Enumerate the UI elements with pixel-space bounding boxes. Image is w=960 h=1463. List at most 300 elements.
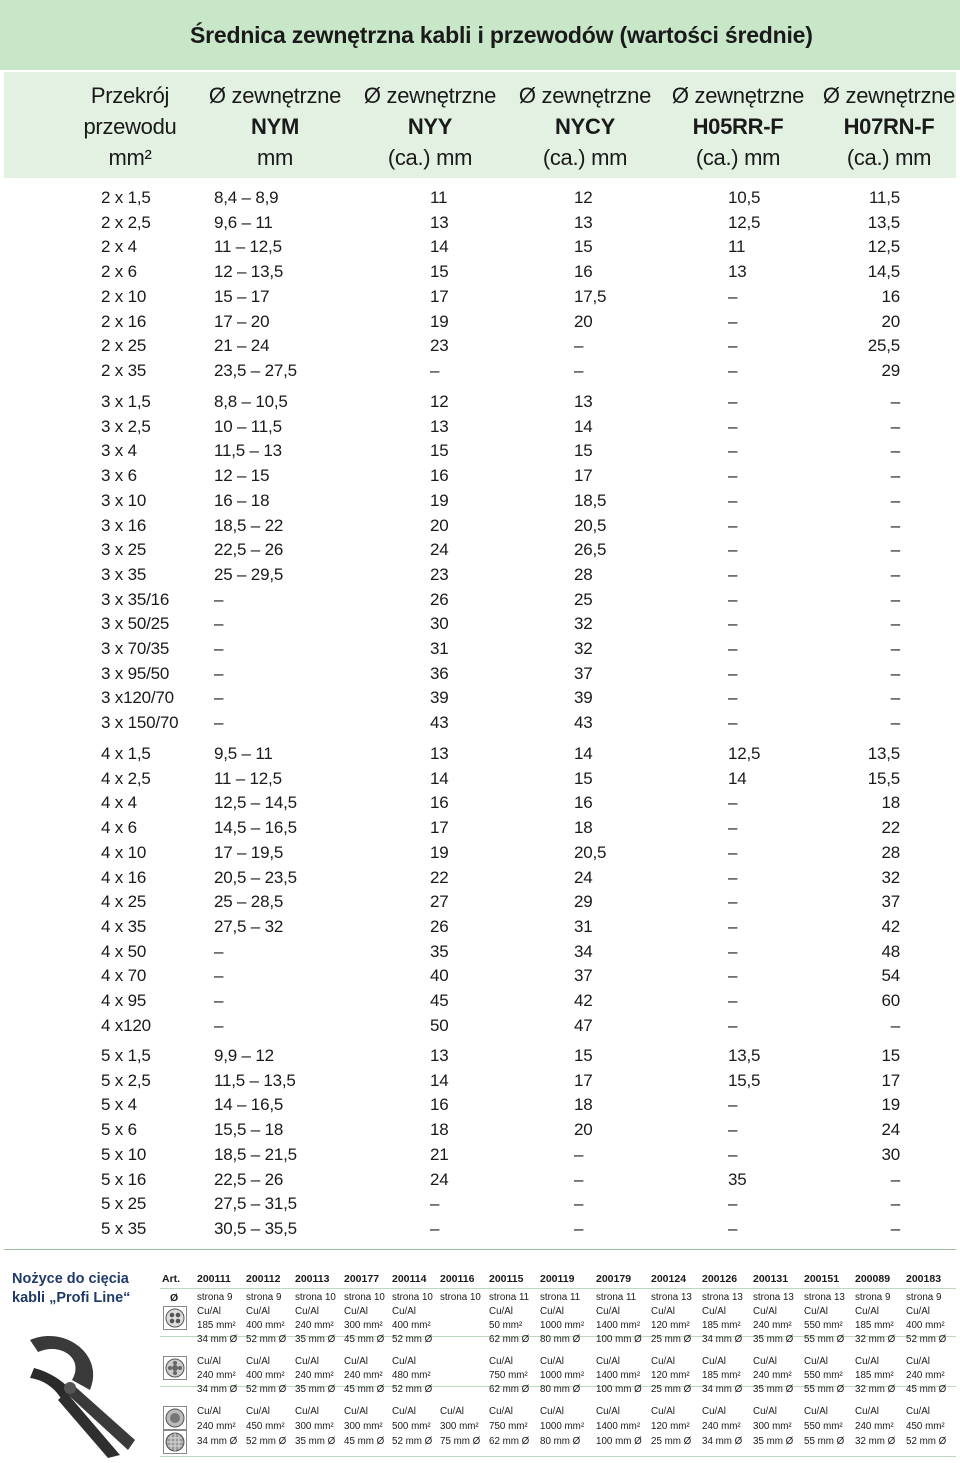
cutter-spec: 1000 mm² — [540, 1320, 585, 1331]
art-code: 200151 — [804, 1273, 840, 1285]
cutter-spec: 34 mm Ø — [197, 1384, 238, 1395]
cell-cross-section: 5 x 35 — [101, 1218, 147, 1238]
cell-nym: 20,5 – 23,5 — [214, 867, 297, 887]
cell-h07rn-f: 42 — [881, 916, 900, 936]
cutter-spec: Cu/Al — [540, 1356, 564, 1367]
cell-h05rr-f: 14 — [728, 768, 747, 788]
art-code: 200114 — [392, 1273, 427, 1285]
cell-nycy: 15 — [574, 768, 593, 788]
cell-cross-section: 3 x 10 — [101, 490, 147, 510]
cell-h07rn-f: – — [890, 589, 900, 609]
cutter-spec: 1000 mm² — [540, 1421, 585, 1432]
multi-core-cable-icon — [163, 1306, 187, 1330]
cutter-spec: 120 mm² — [651, 1370, 690, 1381]
cutter-spec: 52 mm Ø — [246, 1436, 287, 1447]
cell-cross-section: 3 x 1,5 — [101, 392, 151, 411]
cell-h07rn-f: 20 — [881, 311, 900, 331]
cell-h05rr-f: – — [728, 490, 738, 510]
cutter-spec: strona 10 — [440, 1292, 481, 1303]
cell-nym: – — [214, 941, 224, 961]
cell-nyy: 27 — [430, 892, 449, 912]
cell-nycy: 32 — [574, 639, 593, 658]
cell-h07rn-f: 32 — [881, 867, 900, 887]
cell-h05rr-f: – — [728, 416, 738, 436]
cell-h07rn-f: 48 — [881, 941, 900, 961]
cell-h07rn-f: – — [890, 1194, 900, 1214]
cell-nyy: 12 — [430, 392, 449, 411]
cell-cross-section: 3 x 16 — [101, 515, 147, 535]
cell-nyy: 17 — [430, 286, 449, 306]
cutter-spec: strona 9 — [246, 1292, 282, 1303]
cell-nym: 17 – 19,5 — [214, 842, 284, 862]
cutter-spec: Cu/Al — [753, 1306, 777, 1317]
cell-cross-section: 3 x 6 — [101, 466, 137, 486]
cutter-spec: Cu/Al — [702, 1356, 726, 1367]
cell-h07rn-f: 11,5 — [868, 188, 900, 207]
cutter-spec: 45 mm Ø — [344, 1334, 385, 1345]
cell-nycy: 24 — [574, 867, 593, 887]
cutter-spec: 120 mm² — [651, 1421, 690, 1432]
cutters-title: Nożyce do cięcia kabli „Profi Line“ — [12, 1271, 131, 1306]
cable-cutter-icon — [10, 1320, 150, 1460]
cell-nym: – — [214, 1015, 224, 1035]
cutter-spec: Cu/Al — [197, 1356, 221, 1367]
header-h05rr-f: Ø zewnętrzne H05RR-F (ca.) mm — [671, 83, 805, 170]
cell-nycy: 13 — [574, 392, 593, 411]
cell-nycy: 34 — [574, 941, 593, 961]
cutter-spec: 450 mm² — [246, 1421, 285, 1432]
art-code: 200179 — [596, 1273, 632, 1285]
header-nym: Ø zewnętrzne NYM mm — [208, 83, 342, 170]
cell-cross-section: 5 x 2,5 — [101, 1070, 151, 1090]
cell-nyy: 23 — [430, 336, 449, 356]
cell-cross-section: 3 x 50/25 — [101, 614, 170, 634]
cell-nym: 17 – 20 — [214, 311, 270, 331]
cutter-spec: 75 mm Ø — [440, 1436, 481, 1447]
cutter-spec: 35 mm Ø — [753, 1334, 794, 1345]
cell-nyy: 30 — [430, 614, 449, 634]
art-code: 200126 — [702, 1273, 738, 1285]
cell-nycy: 18 — [574, 1095, 593, 1115]
cutter-spec: 100 mm Ø — [596, 1334, 642, 1345]
cutter-spec: 52 mm Ø — [392, 1384, 433, 1395]
cell-cross-section: 3 x 2,5 — [101, 416, 151, 436]
cell-h07rn-f: 22 — [881, 818, 900, 838]
cell-h05rr-f: – — [728, 1218, 738, 1238]
cell-nym: 21 – 24 — [214, 336, 270, 356]
cell-h07rn-f: – — [890, 713, 900, 733]
cell-h05rr-f: – — [728, 614, 738, 634]
art-code: 200119 — [540, 1273, 575, 1285]
cell-h07rn-f: 17 — [881, 1070, 900, 1090]
cell-nyy: 23 — [430, 564, 449, 584]
cutter-spec: strona 11 — [489, 1292, 530, 1303]
cell-nyy: 24 — [430, 540, 449, 560]
cell-h05rr-f: – — [728, 1095, 738, 1115]
cell-nyy: 26 — [430, 916, 449, 936]
cell-cross-section: 2 x 25 — [101, 336, 147, 356]
cell-cross-section: 4 x120 — [101, 1015, 151, 1035]
cell-nyy: 19 — [430, 490, 449, 510]
cell-h07rn-f: 25,5 — [867, 336, 900, 356]
cutter-spec: 52 mm Ø — [906, 1436, 947, 1447]
cell-nycy: 39 — [574, 688, 593, 708]
cutter-spec: 45 mm Ø — [906, 1384, 947, 1395]
table-divider — [160, 1456, 956, 1457]
cell-nym: 11 – 12,5 — [214, 237, 282, 257]
cell-h05rr-f: – — [728, 818, 738, 838]
cell-nym: – — [214, 713, 224, 733]
cutter-spec: Cu/Al — [855, 1356, 879, 1367]
cell-nyy: 26 — [430, 589, 449, 609]
cell-h07rn-f: – — [890, 1218, 900, 1238]
cell-nycy: 42 — [574, 991, 593, 1010]
cutter-spec: 750 mm² — [489, 1421, 528, 1432]
cutter-spec: Cu/Al — [392, 1406, 416, 1417]
cell-h05rr-f: – — [728, 867, 738, 887]
cell-cross-section: 5 x 4 — [101, 1095, 137, 1115]
cell-cross-section: 5 x 25 — [101, 1194, 147, 1214]
cell-nym: 15,5 – 18 — [214, 1120, 284, 1140]
cell-nyy: 43 — [430, 713, 449, 733]
cell-nym: 22,5 – 26 — [214, 540, 284, 560]
art-code: 200131 — [753, 1273, 789, 1285]
cell-h07rn-f: – — [890, 441, 900, 461]
cutter-spec: 34 mm Ø — [702, 1436, 743, 1447]
cutter-spec: 185 mm² — [855, 1320, 894, 1331]
cell-nym: 27,5 – 32 — [214, 916, 284, 936]
cutter-spec: Cu/Al — [295, 1406, 319, 1417]
cutter-spec: Cu/Al — [246, 1356, 270, 1367]
cell-cross-section: 2 x 16 — [101, 311, 147, 331]
cell-nycy: – — [574, 1218, 584, 1238]
cell-h05rr-f: – — [728, 663, 738, 683]
cell-nyy: 14 — [430, 1070, 449, 1090]
cell-nym: 25 – 28,5 — [214, 892, 284, 912]
cutter-spec: strona 9 — [855, 1292, 891, 1303]
cutter-spec: strona 13 — [804, 1292, 845, 1303]
cell-h05rr-f: 10,5 — [728, 188, 761, 207]
cutter-spec: 240 mm² — [197, 1421, 236, 1432]
cutter-spec: Cu/Al — [596, 1306, 620, 1317]
cell-h05rr-f: – — [728, 941, 738, 961]
cell-nycy: – — [574, 1169, 584, 1189]
cell-nycy: 20,5 — [574, 842, 607, 862]
cell-nycy: 12 — [574, 188, 593, 207]
cell-nycy: 15 — [574, 1046, 593, 1065]
cell-nycy: 26,5 — [574, 540, 607, 560]
cell-h07rn-f: 24 — [881, 1120, 900, 1140]
cutter-spec: 300 mm² — [440, 1421, 479, 1432]
cell-nyy: – — [430, 360, 440, 380]
cell-nyy: 21 — [430, 1144, 449, 1164]
cell-h07rn-f: – — [890, 1169, 900, 1189]
cell-nycy: 32 — [574, 614, 593, 634]
header-cross-section: Przekrój przewodu mm² — [83, 83, 177, 170]
cell-h05rr-f: – — [728, 360, 738, 380]
cell-cross-section: 2 x 35 — [101, 360, 147, 380]
art-code: 200116 — [440, 1273, 475, 1285]
cell-nym: – — [214, 589, 224, 609]
cutter-spec: 35 mm Ø — [295, 1384, 336, 1395]
cutter-spec: Cu/Al — [392, 1306, 416, 1317]
cell-nycy: – — [574, 1194, 584, 1214]
cell-nycy: 13 — [574, 212, 593, 232]
cell-h05rr-f: 13 — [728, 262, 747, 282]
cell-h05rr-f: – — [728, 1015, 738, 1035]
cell-nyy: 35 — [430, 941, 449, 961]
cell-nym: 30,5 – 35,5 — [214, 1218, 297, 1238]
cutter-spec: 1400 mm² — [596, 1370, 641, 1381]
cutter-spec: Cu/Al — [702, 1406, 726, 1417]
cutter-spec: Cu/Al — [344, 1406, 368, 1417]
cutter-spec: Cu/Al — [540, 1406, 564, 1417]
cell-h07rn-f: 14,5 — [867, 262, 900, 282]
cell-h05rr-f: – — [728, 286, 738, 306]
cutter-spec: 185 mm² — [702, 1370, 741, 1381]
cell-h05rr-f: – — [728, 540, 738, 560]
cutter-spec: Cu/Al — [197, 1406, 221, 1417]
cell-nycy: 18 — [574, 818, 593, 838]
cell-cross-section: 4 x 1,5 — [101, 744, 151, 763]
cell-h07rn-f: 16 — [881, 286, 900, 306]
art-code: 200112 — [246, 1273, 281, 1285]
cell-h07rn-f: – — [890, 515, 900, 535]
cutter-spec: Cu/Al — [855, 1306, 879, 1317]
cell-h05rr-f: – — [728, 1144, 738, 1164]
cutter-spec: Cu/Al — [651, 1306, 675, 1317]
cutter-spec: 400 mm² — [246, 1320, 285, 1331]
cell-nym: 23,5 – 27,5 — [214, 360, 297, 380]
cutter-spec: 100 mm Ø — [596, 1436, 642, 1447]
page-title: Średnica zewnętrzna kabli i przewodów (wartości średnie) — [190, 22, 813, 48]
cell-nyy: 16 — [430, 1095, 449, 1115]
cell-nyy: – — [430, 1194, 440, 1214]
cell-h07rn-f: 15,5 — [867, 768, 900, 788]
cell-nyy: 14 — [430, 768, 449, 788]
cell-nycy: 43 — [574, 713, 593, 733]
art-code: 200115 — [489, 1273, 524, 1285]
header-h07rn-f: Ø zewnętrzne H07RN-F (ca.) mm — [822, 83, 956, 170]
cell-nycy: 15 — [574, 237, 593, 257]
cell-cross-section: 4 x 25 — [101, 892, 147, 912]
cell-nym: – — [214, 991, 224, 1010]
cutter-spec: Cu/Al — [246, 1306, 270, 1317]
cell-cross-section: 4 x 2,5 — [101, 768, 151, 788]
cutter-spec: Cu/Al — [489, 1406, 513, 1417]
cell-nycy: 15 — [574, 441, 593, 461]
cutter-spec: 240 mm² — [295, 1370, 334, 1381]
cutter-spec: 52 mm Ø — [246, 1334, 287, 1345]
cell-nyy: 15 — [430, 262, 449, 282]
cell-nycy: 17 — [574, 466, 593, 486]
header-nycy: Ø zewnętrzne NYCY (ca.) mm — [518, 83, 652, 170]
cell-nycy: 37 — [574, 663, 593, 683]
cell-cross-section: 3 x 35 — [101, 564, 147, 584]
cell-h05rr-f: – — [728, 564, 738, 584]
cutter-spec: Cu/Al — [651, 1406, 675, 1417]
cutter-spec: strona 13 — [702, 1292, 743, 1303]
cutter-spec: 240 mm² — [753, 1370, 792, 1381]
cell-h07rn-f: – — [890, 416, 900, 436]
cell-nym: – — [214, 663, 224, 683]
cutter-spec: 62 mm Ø — [489, 1384, 530, 1395]
cell-nym: 11 – 12,5 — [214, 768, 282, 788]
cutter-spec: strona 10 — [344, 1292, 385, 1303]
cell-nym: 14,5 – 16,5 — [214, 818, 297, 838]
cell-nym: – — [214, 639, 224, 658]
cutter-spec: Cu/Al — [753, 1356, 777, 1367]
cell-h05rr-f: – — [728, 892, 738, 912]
cell-nyy: 17 — [430, 818, 449, 838]
cell-nyy: 13 — [430, 744, 449, 763]
cutter-spec: 52 mm Ø — [392, 1334, 433, 1345]
cell-nym: 8,8 – 10,5 — [214, 392, 288, 411]
cell-cross-section: 4 x 70 — [101, 966, 147, 986]
cell-nycy: 20 — [574, 311, 593, 331]
cell-h07rn-f: – — [890, 663, 900, 683]
cutter-spec: 500 mm² — [392, 1421, 431, 1432]
cell-h07rn-f: 29 — [881, 360, 900, 380]
cell-cross-section: 2 x 2,5 — [101, 212, 151, 232]
cutter-spec: Cu/Al — [906, 1306, 930, 1317]
cell-nycy: 29 — [574, 892, 593, 912]
cell-nycy: 20 — [574, 1120, 593, 1140]
stranded-cable-icon — [163, 1356, 187, 1380]
cutter-spec: strona 13 — [651, 1292, 692, 1303]
cell-cross-section: 4 x 95 — [101, 991, 147, 1010]
cutter-spec: 35 mm Ø — [295, 1334, 336, 1345]
diameter-label: Ø — [170, 1292, 179, 1304]
cell-h05rr-f: 12,5 — [728, 212, 761, 232]
cutter-spec: 32 mm Ø — [855, 1436, 896, 1447]
cutter-spec: 32 mm Ø — [855, 1334, 896, 1345]
cell-cross-section: 3 x 70/35 — [101, 639, 170, 658]
cutter-spec: Cu/Al — [906, 1406, 930, 1417]
cell-nyy: 11 — [430, 188, 448, 207]
cell-nym: 10 – 11,5 — [214, 416, 282, 436]
cutter-spec: 52 mm Ø — [906, 1334, 947, 1345]
cutter-spec: Cu/Al — [596, 1406, 620, 1417]
cutter-spec: 25 mm Ø — [651, 1334, 692, 1345]
cell-nyy: 19 — [430, 842, 449, 862]
cutter-spec: Cu/Al — [753, 1406, 777, 1417]
cell-nyy: 18 — [430, 1120, 449, 1140]
cutter-spec: 120 mm² — [651, 1320, 690, 1331]
cutter-spec: 52 mm Ø — [392, 1436, 433, 1447]
cell-nycy: 37 — [574, 966, 593, 986]
cutter-spec: Cu/Al — [540, 1306, 564, 1317]
cutter-spec: 550 mm² — [804, 1320, 843, 1331]
cell-nym: – — [214, 614, 224, 634]
cutter-spec: Cu/Al — [489, 1356, 513, 1367]
cell-nycy: 17 — [574, 1070, 593, 1090]
cutter-spec: 32 mm Ø — [855, 1384, 896, 1395]
cell-nyy: 24 — [430, 1169, 449, 1189]
cutter-spec: 34 mm Ø — [197, 1334, 238, 1345]
cell-nym: 27,5 – 31,5 — [214, 1194, 297, 1214]
cell-cross-section: 4 x 4 — [101, 793, 137, 813]
cell-cross-section: 5 x 10 — [101, 1144, 147, 1164]
cutter-spec: Cu/Al — [344, 1306, 368, 1317]
cell-cross-section: 4 x 16 — [101, 867, 147, 887]
cell-nyy: 14 — [430, 237, 449, 257]
cell-nycy: 16 — [574, 262, 593, 282]
cell-nyy: 16 — [430, 466, 449, 486]
cutter-spec: 100 mm Ø — [596, 1384, 642, 1395]
header-nyy: Ø zewnętrzne NYY (ca.) mm — [363, 83, 497, 170]
cell-cross-section: 3 x 35/16 — [101, 589, 170, 609]
cell-h07rn-f: 18 — [881, 793, 900, 813]
cell-nym: – — [214, 966, 224, 986]
cutter-spec: 400 mm² — [392, 1320, 431, 1331]
cell-cross-section: 2 x 1,5 — [101, 188, 151, 207]
cutter-spec: 480 mm² — [392, 1370, 431, 1381]
cutter-spec: 35 mm Ø — [753, 1384, 794, 1395]
cutter-spec: 52 mm Ø — [246, 1384, 287, 1395]
cell-nycy: 17,5 — [574, 286, 607, 306]
cell-nym: 14 – 16,5 — [214, 1095, 284, 1115]
cell-h07rn-f: – — [890, 466, 900, 486]
cutter-spec: 450 mm² — [906, 1421, 945, 1432]
cell-h07rn-f: 28 — [881, 842, 900, 862]
cutter-spec: 400 mm² — [246, 1370, 285, 1381]
cutter-spec: 55 mm Ø — [804, 1334, 845, 1345]
cell-h07rn-f: 37 — [881, 892, 900, 912]
cutter-spec: 240 mm² — [702, 1421, 741, 1432]
cell-nycy: 18,5 — [574, 490, 607, 510]
cell-cross-section: 3 x 95/50 — [101, 663, 170, 683]
cell-cross-section: 3 x 150/70 — [101, 713, 179, 733]
cell-nym: 12 – 13,5 — [214, 262, 284, 282]
cutter-spec: Cu/Al — [197, 1306, 221, 1317]
cell-h05rr-f: – — [728, 311, 738, 331]
cell-h07rn-f: 13,5 — [867, 744, 900, 763]
cutter-spec: 55 mm Ø — [804, 1436, 845, 1447]
cell-h05rr-f: – — [728, 916, 738, 936]
cell-nycy: 31 — [574, 916, 593, 936]
cell-h05rr-f: – — [728, 589, 738, 609]
cutter-spec: Cu/Al — [804, 1306, 828, 1317]
cell-h05rr-f: – — [728, 1194, 738, 1214]
cutter-spec: Cu/Al — [906, 1356, 930, 1367]
fine-stranded-cable-icon — [163, 1406, 187, 1454]
cutter-spec: 34 mm Ø — [197, 1436, 238, 1447]
art-code: 200111 — [197, 1273, 231, 1285]
cutter-spec: 34 mm Ø — [702, 1334, 743, 1345]
cell-h05rr-f: – — [728, 713, 738, 733]
cell-h07rn-f: 12,5 — [867, 237, 900, 257]
cell-cross-section: 5 x 1,5 — [101, 1046, 151, 1065]
cell-h07rn-f: – — [890, 1015, 900, 1035]
art-code: 200124 — [651, 1273, 687, 1285]
cutter-spec: Cu/Al — [855, 1406, 879, 1417]
cell-h05rr-f: – — [728, 336, 738, 356]
cell-h07rn-f: – — [890, 639, 900, 658]
cutter-spec: strona 9 — [197, 1292, 233, 1303]
cutter-spec: 550 mm² — [804, 1421, 843, 1432]
cell-h07rn-f: 15 — [881, 1046, 900, 1065]
cell-h07rn-f: 13,5 — [867, 212, 900, 232]
cell-h05rr-f: 12,5 — [728, 744, 761, 763]
cutter-spec: 240 mm² — [906, 1370, 945, 1381]
cell-h07rn-f: – — [890, 564, 900, 584]
cell-nyy: 13 — [430, 1046, 449, 1065]
cutter-spec: 25 mm Ø — [651, 1384, 692, 1395]
cell-h07rn-f: – — [890, 614, 900, 634]
cutter-spec: 25 mm Ø — [651, 1436, 692, 1447]
cell-h05rr-f: – — [728, 688, 738, 708]
